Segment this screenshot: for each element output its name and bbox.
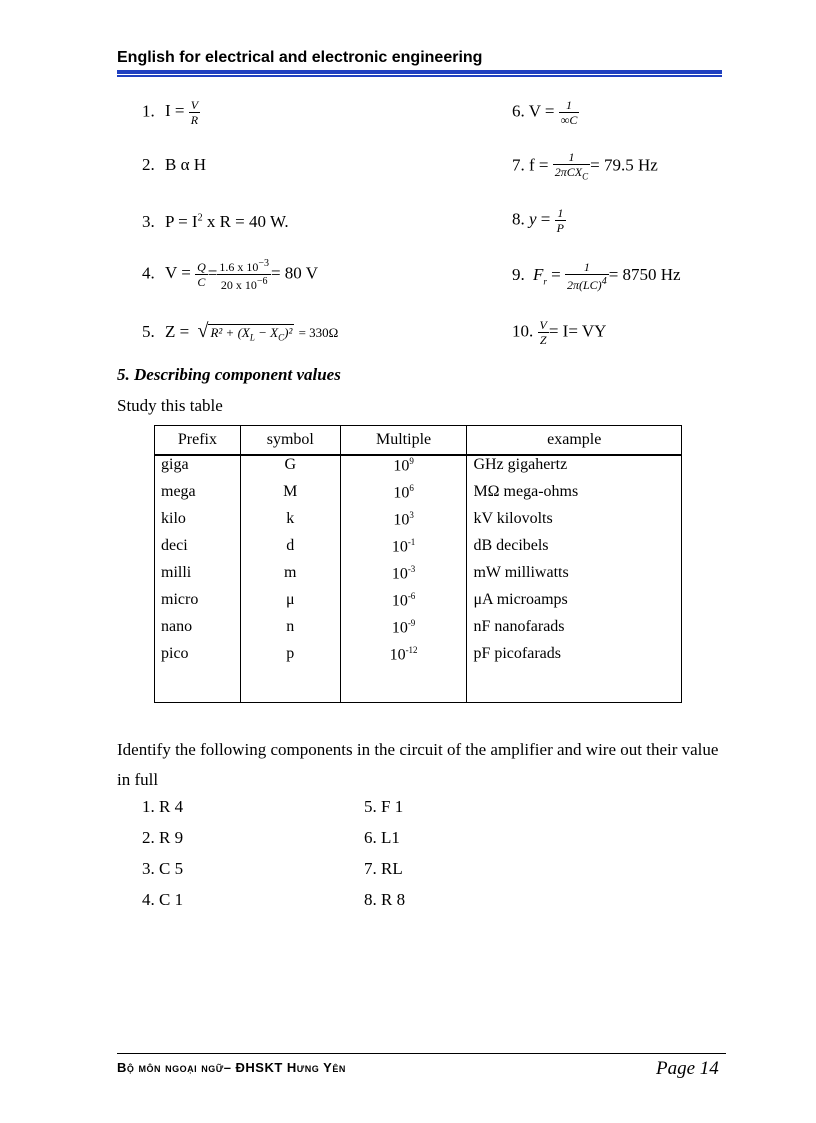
numerator: 1 xyxy=(566,98,573,112)
denominator: 2πCX xyxy=(554,165,583,179)
denominator: 20 x 10 xyxy=(220,278,257,292)
numerator: 1 xyxy=(557,206,564,220)
formula-lhs: y xyxy=(529,209,537,229)
formula-rhs: = 330Ω xyxy=(298,325,339,340)
table-row xyxy=(155,537,682,564)
formula-1 xyxy=(142,98,200,127)
sqrt-sign: √ xyxy=(197,320,209,342)
subscript: r xyxy=(543,276,547,287)
cell-prefix: nano xyxy=(155,618,241,645)
multiple-exponent: 6 xyxy=(409,483,414,493)
cell-example: kV kilovolts xyxy=(467,510,682,537)
radicand-text: − X xyxy=(254,325,279,340)
column-header: example xyxy=(467,426,682,456)
radicand-text: )² xyxy=(284,325,293,340)
table-row xyxy=(155,591,682,618)
column-header: Prefix xyxy=(155,426,241,456)
equals: = xyxy=(207,263,218,283)
superscript: −3 xyxy=(258,258,269,269)
column-header: Multiple xyxy=(340,426,467,456)
numerator: V xyxy=(190,98,199,112)
formula-number: 10. xyxy=(512,321,534,341)
multiple-base: 10 xyxy=(391,565,408,583)
equals: = xyxy=(536,209,551,229)
radicand xyxy=(208,324,294,343)
multiple-exponent: -1 xyxy=(407,537,416,547)
superscript: 4 xyxy=(601,276,607,287)
formula-rhs: = 80 V xyxy=(270,263,319,283)
cell-multiple xyxy=(340,591,467,618)
radicand-text: R² + (X xyxy=(210,325,250,340)
formula-number: 7. xyxy=(512,155,525,175)
page-number: Page 14 xyxy=(656,1058,719,1079)
fraction xyxy=(565,260,609,292)
list-item: 3. C 5 xyxy=(142,859,184,878)
cell-prefix: kilo xyxy=(155,510,241,537)
cell-prefix: deci xyxy=(155,537,241,564)
denominator: 2π(LC) xyxy=(567,278,602,292)
formula-number: 8. xyxy=(512,209,525,229)
cell-example: GHz gigahertz xyxy=(467,455,682,483)
cell-example: dB decibels xyxy=(467,537,682,564)
formula-number: 6. xyxy=(512,101,525,121)
column-header: symbol xyxy=(240,426,340,456)
superscript: −6 xyxy=(256,276,268,287)
denominator: ∞C xyxy=(560,113,578,127)
denominator: R xyxy=(190,113,199,127)
cell-example: MΩ mega-ohms xyxy=(467,483,682,510)
cell-multiple xyxy=(340,537,467,564)
table-row xyxy=(155,645,682,672)
denominator: P xyxy=(556,221,564,235)
formula-number: 9. xyxy=(512,264,525,284)
header-rule-thin xyxy=(117,75,722,77)
formula-lhs: f = xyxy=(529,155,549,175)
list-item: 5. F 1 xyxy=(364,797,404,816)
cell-symbol: G xyxy=(240,455,340,483)
formula-rhs: = 79.5 Hz xyxy=(590,155,658,175)
page-header-title: English for electrical and electronic engineering xyxy=(117,49,483,66)
cell-symbol: d xyxy=(240,537,340,564)
footer-rule xyxy=(117,1053,726,1054)
cell-example: mW milliwatts xyxy=(467,564,682,591)
superscript: 2 xyxy=(197,212,203,224)
fraction xyxy=(189,98,200,127)
list-item: 4. C 1 xyxy=(142,890,184,909)
formula-10 xyxy=(512,318,606,347)
cell-symbol: n xyxy=(240,618,340,645)
table-row xyxy=(155,618,682,645)
section-title: 5. Describing component values xyxy=(117,365,341,384)
formula-4 xyxy=(142,257,318,292)
formula-lhs: V = xyxy=(528,101,555,121)
table-row xyxy=(155,510,682,537)
formula-text: x R = 40 W. xyxy=(202,212,289,231)
fraction xyxy=(553,150,590,183)
header-rule xyxy=(117,70,722,74)
cell-multiple xyxy=(340,483,467,510)
cell-multiple xyxy=(340,564,467,591)
formula-lhs: F xyxy=(533,264,544,284)
multiple-base: 10 xyxy=(391,592,408,610)
formula-number: 3. xyxy=(142,212,155,231)
formula-5 xyxy=(142,320,338,343)
multiple-base: 10 xyxy=(391,538,408,556)
multiple-base: 10 xyxy=(393,484,410,502)
multiple-base: 10 xyxy=(393,457,410,475)
list-item: 7. RL xyxy=(364,859,403,878)
formula-6 xyxy=(512,98,579,127)
formula-9 xyxy=(512,260,681,292)
footer-department: Bộ môn ngoại ngữ– ĐHSKT Hưng Yên xyxy=(117,1060,346,1075)
denominator: C xyxy=(195,274,208,289)
formula-number: 5. xyxy=(142,322,155,341)
exercise-instruction: Identify the following components in the circuit of the amplifier and wire out their value in full xyxy=(117,740,719,789)
formula-number: 1. xyxy=(142,101,155,121)
cell-symbol: μ xyxy=(240,591,340,618)
cell-multiple xyxy=(340,645,467,672)
multiple-exponent: -3 xyxy=(407,564,416,574)
fraction xyxy=(555,206,566,235)
table-header-row xyxy=(155,426,682,456)
subscript: L xyxy=(249,332,255,343)
subscript: C xyxy=(278,332,285,343)
multiple-exponent: -12 xyxy=(405,645,418,655)
formula-rhs: = 8750 Hz xyxy=(608,264,681,284)
numerator: Q xyxy=(197,260,206,274)
cell-multiple xyxy=(340,455,467,483)
formula-8 xyxy=(512,206,566,235)
cell-symbol: M xyxy=(240,483,340,510)
numerator: 1 xyxy=(568,150,575,164)
multiple-exponent: 9 xyxy=(409,456,414,466)
cell-symbol: k xyxy=(240,510,340,537)
cell-prefix: micro xyxy=(155,591,241,618)
cell-example: pF picofarads xyxy=(467,645,682,672)
multiple-base: 10 xyxy=(391,619,408,637)
formula-text: P = I xyxy=(165,212,198,231)
cell-example: μA microamps xyxy=(467,591,682,618)
numerator: V xyxy=(539,318,547,332)
prefix-table xyxy=(154,425,682,703)
formula-rhs: = I= VY xyxy=(548,321,607,341)
cell-prefix: pico xyxy=(155,645,241,672)
cell-example: nF nanofarads xyxy=(467,618,682,645)
multiple-exponent: -9 xyxy=(407,618,416,628)
cell-multiple xyxy=(340,510,467,537)
denominator: Z xyxy=(538,332,549,347)
formula-number: 4. xyxy=(142,263,155,283)
cell-prefix: giga xyxy=(155,455,241,483)
list-item: 1. R 4 xyxy=(142,797,184,816)
table-empty-row xyxy=(155,672,682,703)
formula-number: 2. xyxy=(142,155,155,174)
multiple-exponent: -6 xyxy=(407,591,416,601)
formula-2 xyxy=(142,155,206,175)
table-row xyxy=(155,483,682,510)
fraction xyxy=(195,260,208,289)
formula-lhs: V = xyxy=(165,263,191,283)
formula-lhs: Z = xyxy=(165,322,190,341)
formula-text: B α H xyxy=(165,155,207,174)
equals: = xyxy=(546,264,561,284)
list-item: 8. R 8 xyxy=(364,890,406,909)
cell-symbol: m xyxy=(240,564,340,591)
multiple-base: 10 xyxy=(393,511,410,529)
cell-prefix: milli xyxy=(155,564,241,591)
formula-lhs: I = xyxy=(165,101,185,121)
cell-symbol: p xyxy=(240,645,340,672)
list-item: 2. R 9 xyxy=(142,828,184,847)
section-intro: Study this table xyxy=(117,396,223,415)
table-row xyxy=(155,455,682,483)
fraction xyxy=(559,98,580,127)
table-row xyxy=(155,564,682,591)
numerator: 1 xyxy=(583,260,590,274)
list-item: 6. L1 xyxy=(364,828,400,847)
formula-7 xyxy=(512,150,658,183)
formula-3 xyxy=(142,212,289,232)
numerator: 1.6 x 10 xyxy=(219,260,259,274)
fraction xyxy=(217,257,271,292)
multiple-exponent: 3 xyxy=(409,510,414,520)
cell-prefix: mega xyxy=(155,483,241,510)
cell-multiple xyxy=(340,618,467,645)
fraction xyxy=(538,318,549,347)
subscript: C xyxy=(582,171,589,182)
multiple-base: 10 xyxy=(389,646,406,664)
